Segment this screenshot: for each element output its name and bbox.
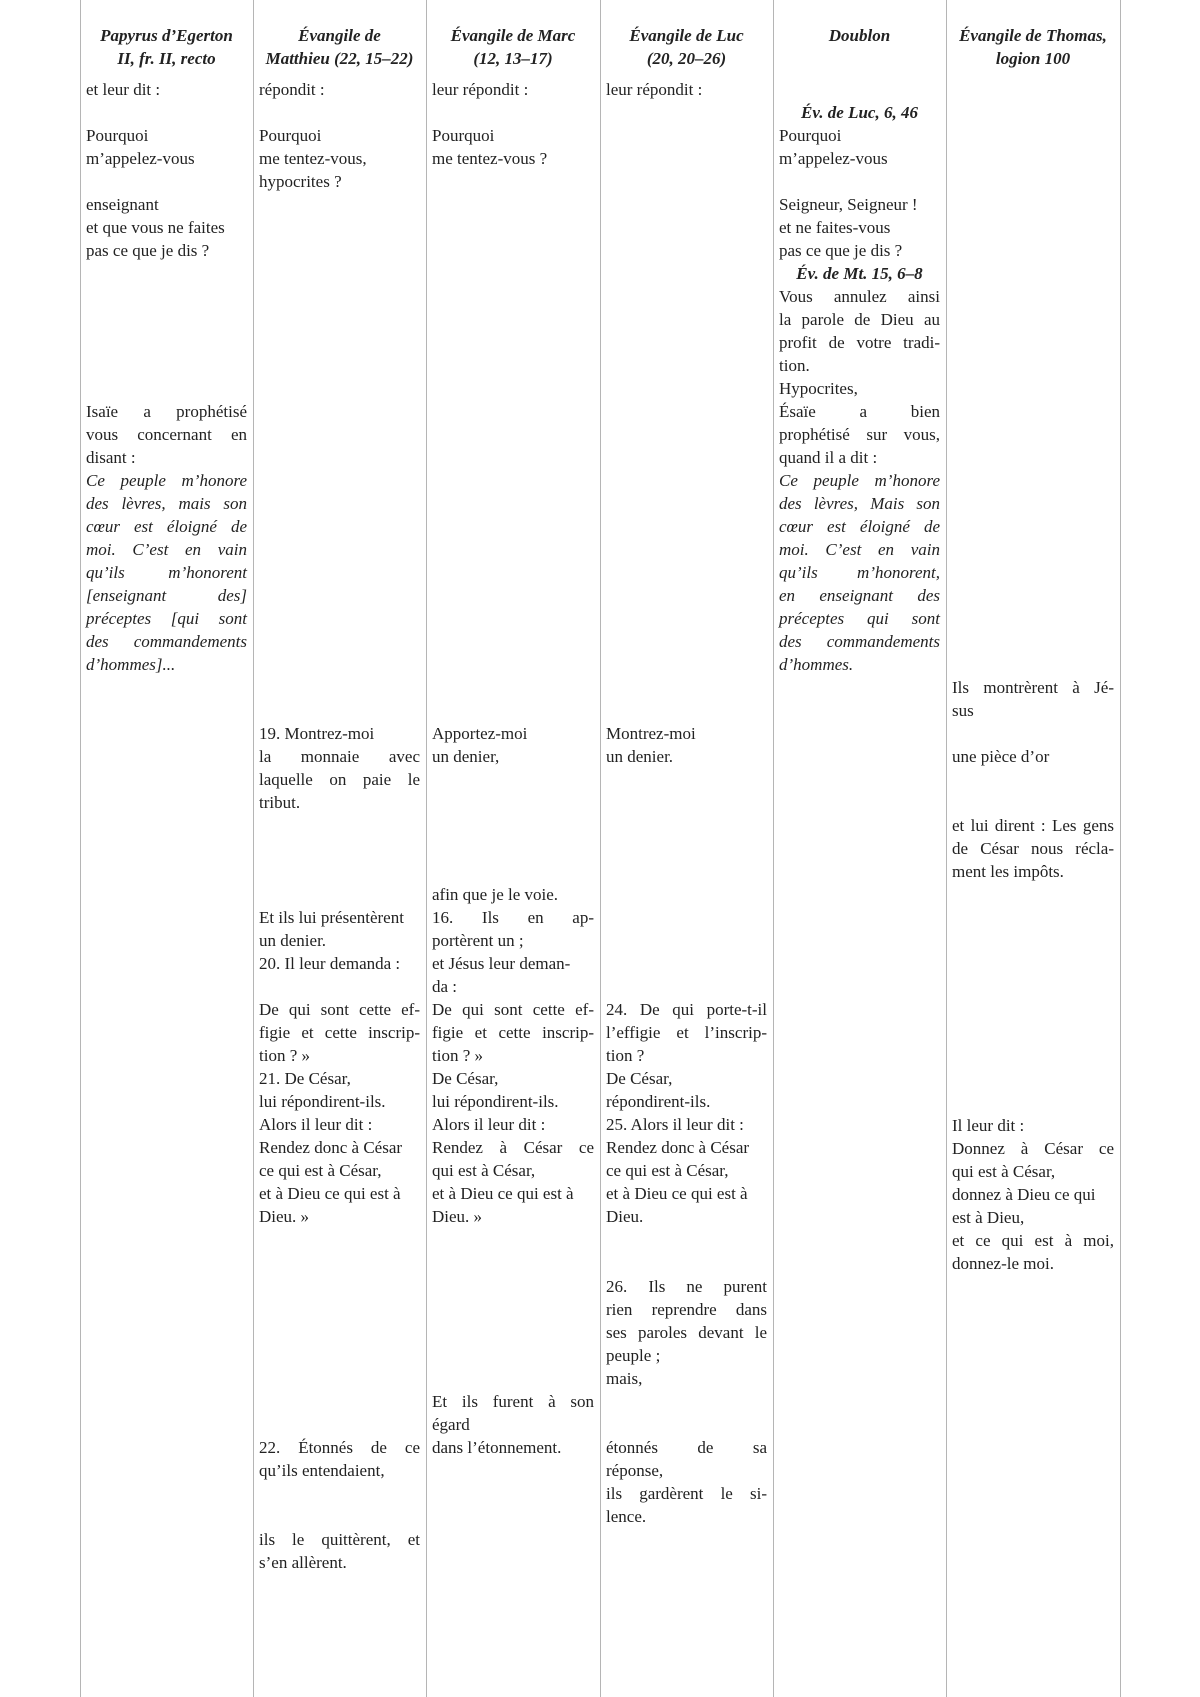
text-line: Dieu. »: [259, 1207, 310, 1226]
text-line: rien reprendre dans: [606, 1300, 767, 1319]
text-line: tribut.: [259, 793, 301, 812]
text-block: [86, 400, 247, 676]
column-header-line: Évangile de Marc: [450, 26, 576, 45]
text-line: [86, 170, 247, 193]
text-line: étonnés de sa: [606, 1438, 767, 1457]
text-block: [606, 722, 767, 768]
text-line: et à Dieu ce qui est à: [606, 1184, 748, 1203]
text-line: 25. Alors il leur dit :: [606, 1115, 744, 1134]
column-header-line: Papyrus d’Egerton: [100, 26, 233, 45]
text-block: [259, 722, 420, 814]
text-block: [259, 78, 420, 193]
text-line: prophétisé sur vous,: [779, 425, 940, 444]
text-line: Pourquoi: [259, 126, 322, 145]
text-line: da :: [432, 977, 458, 996]
text-line: est à Dieu,: [952, 1208, 1025, 1227]
column-header: [779, 24, 940, 47]
text-line: ment les impôts.: [952, 862, 1064, 881]
column-luc: [600, 0, 773, 1697]
text-line: donnez-le moi.: [952, 1254, 1054, 1273]
text-line: cœur est éloigné de: [86, 517, 247, 536]
text-line: Alors il leur dit :: [432, 1115, 546, 1134]
text-line: dans l’étonnement.: [432, 1438, 562, 1457]
text-line: Rendez donc à César: [259, 1138, 403, 1157]
text-line: [952, 722, 1114, 745]
text-line: m’appelez-vous: [779, 149, 888, 168]
text-line: Il leur dit :: [952, 1116, 1025, 1135]
column-header-line: Évangile de Thomas,: [959, 26, 1107, 45]
text-line: et ce qui est à moi,: [952, 1231, 1114, 1250]
text-line: tion ?: [606, 1046, 645, 1065]
text-line: portèrent un ;: [432, 931, 524, 950]
text-line: de César nous récla-: [952, 839, 1114, 858]
text-line: Dieu.: [606, 1207, 644, 1226]
text-line: disant :: [86, 448, 136, 467]
column-header-line: (12, 13–17): [473, 49, 553, 68]
text-line: d’hommes.: [779, 655, 854, 674]
text-line: tion ? »: [259, 1046, 310, 1065]
text-line: préceptes qui sont: [779, 609, 940, 628]
text-line: et leur dit :: [86, 80, 161, 99]
text-line: qui est à César,: [952, 1162, 1056, 1181]
text-line: s’en allèrent.: [259, 1553, 347, 1572]
text-line: Montrez-moi: [606, 724, 696, 743]
text-line: moi. C’est en vain: [86, 540, 247, 559]
text-line: des lèvres, mais son: [86, 494, 247, 513]
text-line: [259, 101, 420, 124]
text-line: m’appelez-vous: [86, 149, 195, 168]
text-line: et Jésus leur deman-: [432, 954, 571, 973]
text-line: me tentez-vous ?: [432, 149, 548, 168]
text-line: profit de votre tradi-: [779, 333, 940, 352]
text-line: Ésaïe a bien: [779, 402, 940, 421]
text-line: me tentez-vous,: [259, 149, 367, 168]
text-line: en enseignant des: [779, 586, 940, 605]
text-line: un denier,: [432, 747, 500, 766]
text-line: égard: [432, 1415, 470, 1434]
column-header-line: Évangile de Luc: [629, 26, 744, 45]
text-line: Rendez donc à César: [606, 1138, 750, 1157]
text-line: ce qui est à César,: [259, 1161, 382, 1180]
text-line: [86, 101, 247, 124]
text-line: [779, 170, 940, 193]
text-line: vous concernant en: [86, 425, 247, 444]
column-header: [952, 24, 1114, 70]
text-block: [259, 906, 420, 1228]
text-line: figie et cette inscrip-: [259, 1023, 420, 1042]
column-header-line: Doublon: [828, 26, 891, 45]
text-line: et à Dieu ce qui est à: [432, 1184, 574, 1203]
text-line: Seigneur, Seigneur !: [779, 195, 918, 214]
text-line: 26. Ils ne purent: [606, 1277, 767, 1296]
text-block: [606, 998, 767, 1228]
text-block: [432, 78, 594, 170]
text-line: 19. Montrez-moi: [259, 724, 375, 743]
text-line: leur répondit :: [432, 80, 529, 99]
text-block: [259, 1528, 420, 1574]
text-line: et à Dieu ce qui est à: [259, 1184, 401, 1203]
column-thomas: [946, 0, 1120, 1697]
text-line: Donnez à César ce: [952, 1139, 1114, 1158]
text-line: et ne faites-vous: [779, 218, 891, 237]
text-line: De qui sont cette ef-: [432, 1000, 594, 1019]
text-line: Pourquoi: [779, 126, 842, 145]
text-line: ce qui est à César,: [606, 1161, 729, 1180]
text-line: et que vous ne faites: [86, 218, 225, 237]
text-line: Ce peuple m’honore: [779, 471, 940, 490]
column-header: [606, 24, 767, 70]
text-line: figie et cette inscrip-: [432, 1023, 594, 1042]
column-header-line: II, fr. II, recto: [117, 49, 216, 68]
text-line: enseignant: [86, 195, 159, 214]
text-line: préceptes [qui sont: [86, 609, 247, 628]
scripture-reference: Év. de Mt. 15, 6–8: [796, 264, 923, 283]
text-line: Et ils furent à son: [432, 1392, 594, 1411]
column-divider: [1120, 0, 1121, 1697]
text-line: un denier.: [259, 931, 327, 950]
column-header: [259, 24, 420, 70]
text-line: 20. Il leur demanda :: [259, 954, 401, 973]
text-line: ils le quittèrent, et: [259, 1530, 420, 1549]
text-line: lui répondirent-ils.: [432, 1092, 559, 1111]
text-line: Apportez-moi: [432, 724, 528, 743]
text-line: cœur est éloigné de: [779, 517, 940, 536]
text-line: donnez à Dieu ce qui: [952, 1185, 1096, 1204]
text-line: répondit :: [259, 80, 325, 99]
text-line: ils gardèrent le si-: [606, 1484, 767, 1503]
text-line: d’hommes]...: [86, 655, 176, 674]
text-block: [606, 78, 767, 101]
text-line: lui répondirent-ils.: [259, 1092, 386, 1111]
text-line: des lèvres, Mais son: [779, 494, 940, 513]
text-block: [86, 78, 247, 262]
text-line: [432, 101, 594, 124]
text-line: Dieu. »: [432, 1207, 483, 1226]
text-line: tion.: [779, 356, 810, 375]
text-line: quand il a dit :: [779, 448, 878, 467]
text-line: De César,: [432, 1069, 499, 1088]
text-line: des commandements: [779, 632, 940, 651]
text-block: [952, 814, 1114, 883]
text-line: qu’ils m’honorent: [86, 563, 247, 582]
column-egerton: [80, 0, 253, 1697]
text-line: Pourquoi: [86, 126, 149, 145]
text-line: l’effigie et l’inscrip-: [606, 1023, 767, 1042]
text-line: Hypocrites,: [779, 379, 858, 398]
text-line: Ils montrèrent à Jé-: [952, 678, 1114, 697]
column-header: [432, 24, 594, 70]
text-line: réponse,: [606, 1461, 664, 1480]
text-line: Ce peuple m’honore: [86, 471, 247, 490]
text-line: Vous annulez ainsi: [779, 287, 940, 306]
text-block: [606, 1275, 767, 1390]
text-line: répondirent-ils.: [606, 1092, 711, 1111]
column-header-line: (20, 20–26): [646, 49, 727, 68]
text-line: peuple ;: [606, 1346, 661, 1365]
text-line: la parole de Dieu au: [779, 310, 940, 329]
text-block: [606, 1436, 767, 1528]
text-line: hypocrites ?: [259, 172, 342, 191]
text-line: Rendez à César ce: [432, 1138, 594, 1157]
text-line: De César,: [606, 1069, 673, 1088]
text-line: pas ce que je dis ?: [86, 241, 210, 260]
text-line: pas ce que je dis ?: [779, 241, 903, 260]
column-header: [86, 24, 247, 70]
text-line: une pièce d’or: [952, 747, 1050, 766]
column-doublon: [773, 0, 946, 1697]
text-line: ses paroles devant le: [606, 1323, 767, 1342]
text-line: [enseignant des]: [86, 586, 247, 605]
text-block: [952, 1114, 1114, 1275]
text-line: 21. De César,: [259, 1069, 351, 1088]
text-line: mais,: [606, 1369, 643, 1388]
text-block: [952, 676, 1114, 768]
text-line: 24. De qui porte-t-il: [606, 1000, 767, 1019]
column-header-line: Matthieu (22, 15–22): [265, 49, 414, 68]
text-line: afin que je le voie.: [432, 885, 559, 904]
text-line: De qui sont cette ef-: [259, 1000, 420, 1019]
scripture-reference: Év. de Luc, 6, 46: [801, 103, 918, 122]
text-line: qui est à César,: [432, 1161, 536, 1180]
text-line: [259, 975, 420, 998]
text-line: Et ils lui présentèrent: [259, 908, 404, 927]
text-line: des commandements: [86, 632, 247, 651]
text-line: leur répondit :: [606, 80, 703, 99]
text-line: sus: [952, 701, 974, 720]
text-block: [779, 101, 940, 676]
text-line: laquelle on paie le: [259, 770, 420, 789]
column-header-line: logion 100: [995, 49, 1071, 68]
text-line: tion ? »: [432, 1046, 483, 1065]
text-line: la monnaie avec: [259, 747, 420, 766]
text-line: et lui dirent : Les gens: [952, 816, 1114, 835]
column-marc: [426, 0, 600, 1697]
text-line: Isaïe a prophétisé: [86, 402, 247, 421]
text-block: [432, 722, 594, 768]
text-line: qu’ils entendaient,: [259, 1461, 385, 1480]
text-line: un denier.: [606, 747, 674, 766]
text-line: 22. Étonnés de ce: [259, 1438, 420, 1457]
text-block: [432, 883, 594, 1228]
text-line: Alors il leur dit :: [259, 1115, 373, 1134]
text-line: Pourquoi: [432, 126, 495, 145]
text-line: qu’ils m’honorent,: [779, 563, 940, 582]
text-line: lence.: [606, 1507, 647, 1526]
column-matthieu: [253, 0, 426, 1697]
column-header-line: Évangile de: [298, 26, 381, 45]
text-line: moi. C’est en vain: [779, 540, 940, 559]
text-line: 16. Ils en ap-: [432, 908, 594, 927]
text-block: [259, 1436, 420, 1482]
text-block: [432, 1390, 594, 1459]
